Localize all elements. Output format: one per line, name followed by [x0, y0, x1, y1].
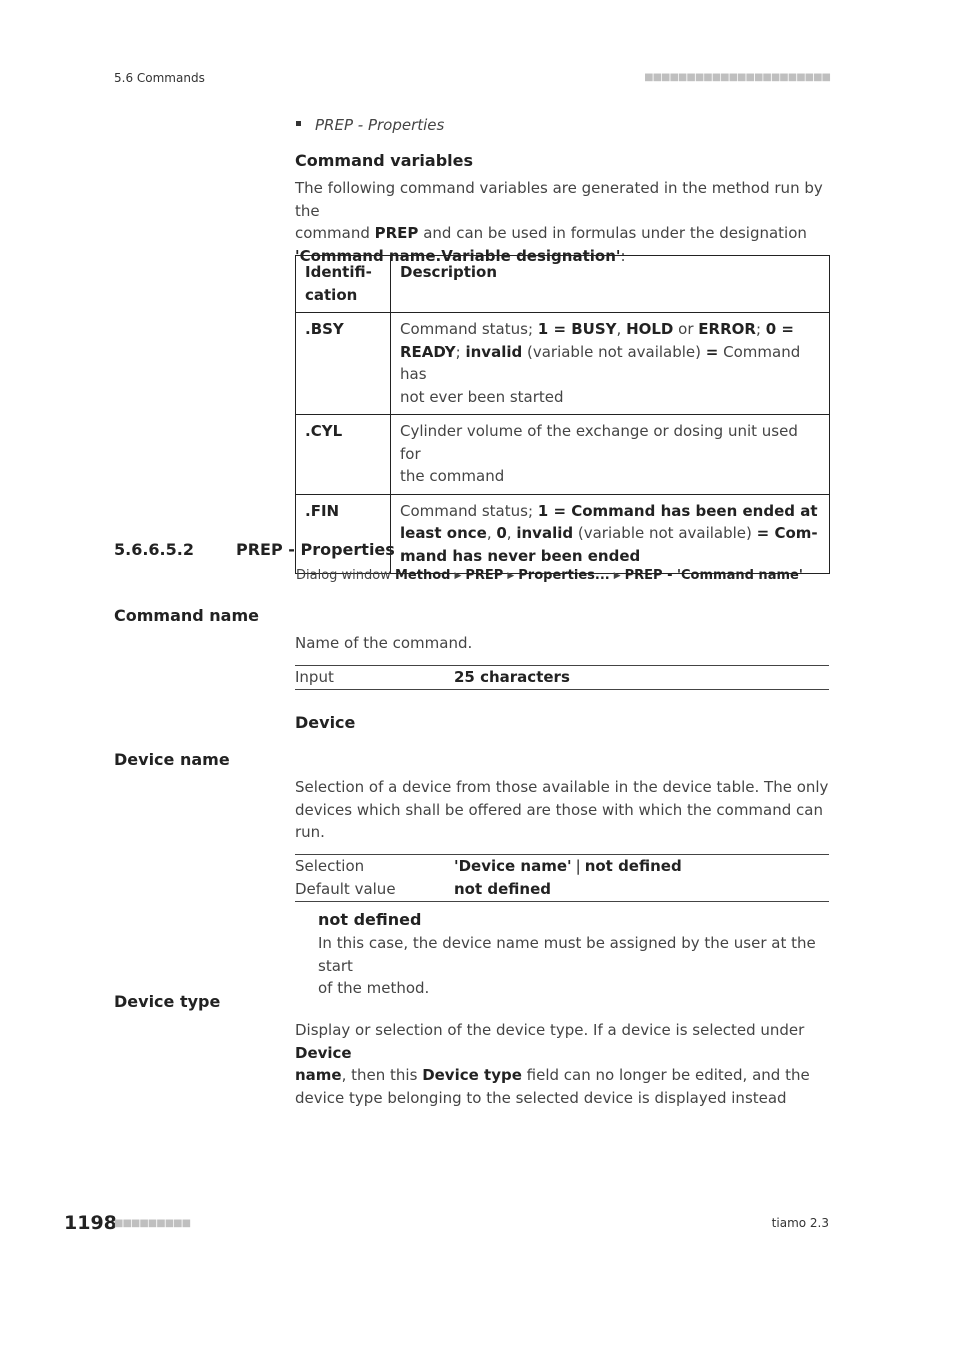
desc-line: devices which shall be offered are those with which the command can	[295, 800, 823, 819]
device-name-label: Device name	[114, 750, 230, 769]
param-row-selection	[295, 855, 829, 878]
row-identification: .FIN	[296, 494, 391, 574]
intro-text: :	[620, 246, 626, 265]
desc-bold: 0 =	[765, 320, 794, 338]
desc-line: run.	[295, 823, 325, 841]
device-type-description	[295, 1019, 840, 1109]
bullet-item-text: PREP - Properties	[315, 116, 445, 134]
footer-product: tiamo 2.3	[771, 1216, 829, 1230]
command-name-description: Name of the command.	[295, 634, 473, 652]
desc-line: not ever been started	[400, 387, 564, 406]
desc-text: Command status;	[400, 320, 538, 338]
desc-line: Cylinder volume of the exchange or dosing unit used for	[400, 422, 798, 463]
desc-bold: Device	[295, 1043, 352, 1062]
desc-text: Command has	[400, 342, 801, 383]
section-title: PREP - Properties	[236, 540, 395, 559]
desc-bold: 1 = Command has been ended at	[537, 501, 818, 520]
desc-bold: = Com-	[756, 524, 818, 542]
desc-bold: READY	[400, 342, 456, 361]
param-key: Selection	[295, 857, 365, 875]
bullet-item	[296, 116, 444, 134]
header-description: Description	[391, 256, 830, 313]
note-text	[318, 932, 838, 1000]
param-row-input	[295, 666, 829, 689]
desc-bold: name	[295, 1066, 342, 1084]
desc-line	[295, 1019, 840, 1064]
desc-text: (variable not available)	[522, 342, 706, 361]
table-row	[296, 494, 830, 574]
path-item: PREP - 'Command name'	[624, 568, 803, 583]
header-id-line: cation	[305, 285, 358, 304]
desc-text: (variable not available)	[573, 524, 757, 542]
desc-bold: 1 = BUSY	[537, 320, 617, 338]
desc-text: ,	[616, 320, 627, 338]
command-name-label: Command name	[114, 606, 259, 625]
device-name-description	[295, 776, 840, 844]
desc-bold: Device type	[422, 1066, 522, 1084]
intro-text: command	[295, 224, 375, 242]
desc-text: ,	[506, 524, 517, 542]
desc-line	[400, 341, 820, 386]
desc-bold: least once	[400, 524, 487, 542]
dialog-path	[296, 568, 803, 583]
path-item: PREP	[465, 568, 504, 583]
param-value: 25 characters	[454, 668, 570, 686]
device-heading: Device	[295, 713, 356, 732]
desc-line: device type belonging to the selected device is displayed instead	[295, 1088, 787, 1107]
desc-line	[295, 1064, 840, 1087]
desc-text: ;	[455, 342, 466, 361]
device-name-param-table	[295, 854, 829, 902]
header-id-line: Identifi-	[305, 263, 372, 281]
desc-bold: HOLD	[626, 320, 674, 338]
footer-decoration: ■■■■■■■■■	[114, 1218, 191, 1229]
command-variables-intro	[295, 177, 840, 267]
desc-text: , then this	[341, 1066, 423, 1084]
triangle-right-icon: ▶	[613, 571, 621, 581]
param-key: Default value	[295, 880, 396, 898]
header-identification	[296, 256, 391, 313]
note-title: not defined	[318, 910, 422, 929]
page-number: 1198	[64, 1212, 117, 1234]
intro-line-1: The following command variables are generated in the method run by the	[295, 179, 823, 220]
triangle-right-icon: ▶	[454, 571, 462, 581]
dialog-prefix: Dialog window	[296, 568, 395, 583]
row-identification: .BSY	[296, 313, 391, 415]
desc-text: or	[673, 320, 699, 338]
selection-separator: |	[575, 857, 581, 875]
command-variables-heading: Command variables	[295, 151, 473, 170]
path-item: Properties...	[518, 568, 610, 583]
desc-bold: invalid	[516, 524, 574, 542]
param-value: not defined	[454, 880, 551, 898]
row-description	[391, 415, 830, 495]
triangle-right-icon: ▶	[507, 571, 515, 581]
device-type-label: Device type	[114, 992, 221, 1011]
desc-text: ,	[486, 524, 497, 542]
selection-option: not defined	[584, 857, 682, 875]
note-line: of the method.	[318, 979, 430, 997]
desc-line: mand has never been ended	[400, 546, 641, 565]
section-number: 5.6.6.5.2	[114, 540, 194, 559]
table-row	[296, 415, 830, 495]
desc-line: the command	[400, 467, 505, 485]
row-identification: .CYL	[296, 415, 391, 495]
param-key: Input	[295, 668, 334, 686]
desc-line	[400, 522, 820, 545]
desc-bold: invalid	[465, 342, 523, 361]
command-name-param-table	[295, 665, 829, 690]
row-description	[391, 313, 830, 415]
desc-text: field can no longer be edited, and the	[521, 1066, 810, 1084]
desc-line: Selection of a device from those available in the device table. The only	[295, 778, 829, 796]
bullet-square-icon	[296, 121, 301, 126]
header-decoration: ■■■■■■■■■■■■■■■■■■■■■■	[644, 72, 830, 83]
desc-line	[400, 500, 820, 523]
desc-bold: =	[705, 342, 719, 361]
desc-text: Command status;	[400, 501, 538, 520]
command-variables-table	[295, 255, 830, 574]
row-description	[391, 494, 830, 574]
selection-option: 'Device name'	[454, 857, 572, 875]
desc-line	[400, 318, 820, 341]
table-row	[296, 313, 830, 415]
intro-bold: PREP	[374, 224, 419, 242]
desc-text: ;	[755, 320, 766, 338]
intro-line-2	[295, 222, 840, 245]
path-item: Method	[395, 568, 451, 583]
intro-text: and can be used in formulas under the designation	[418, 224, 807, 242]
desc-bold: ERROR	[698, 320, 756, 338]
desc-bold: 0	[496, 524, 507, 542]
param-row-default	[295, 878, 829, 901]
desc-text: Display or selection of the device type. If a device is selected under	[295, 1021, 805, 1039]
running-header-section: 5.6 Commands	[114, 71, 205, 85]
intro-bold: 'Command name.Variable designation'	[295, 246, 621, 265]
note-line: In this case, the device name must be assigned by the user at the start	[318, 934, 816, 975]
param-value	[454, 855, 682, 877]
table-header-row	[296, 256, 830, 313]
